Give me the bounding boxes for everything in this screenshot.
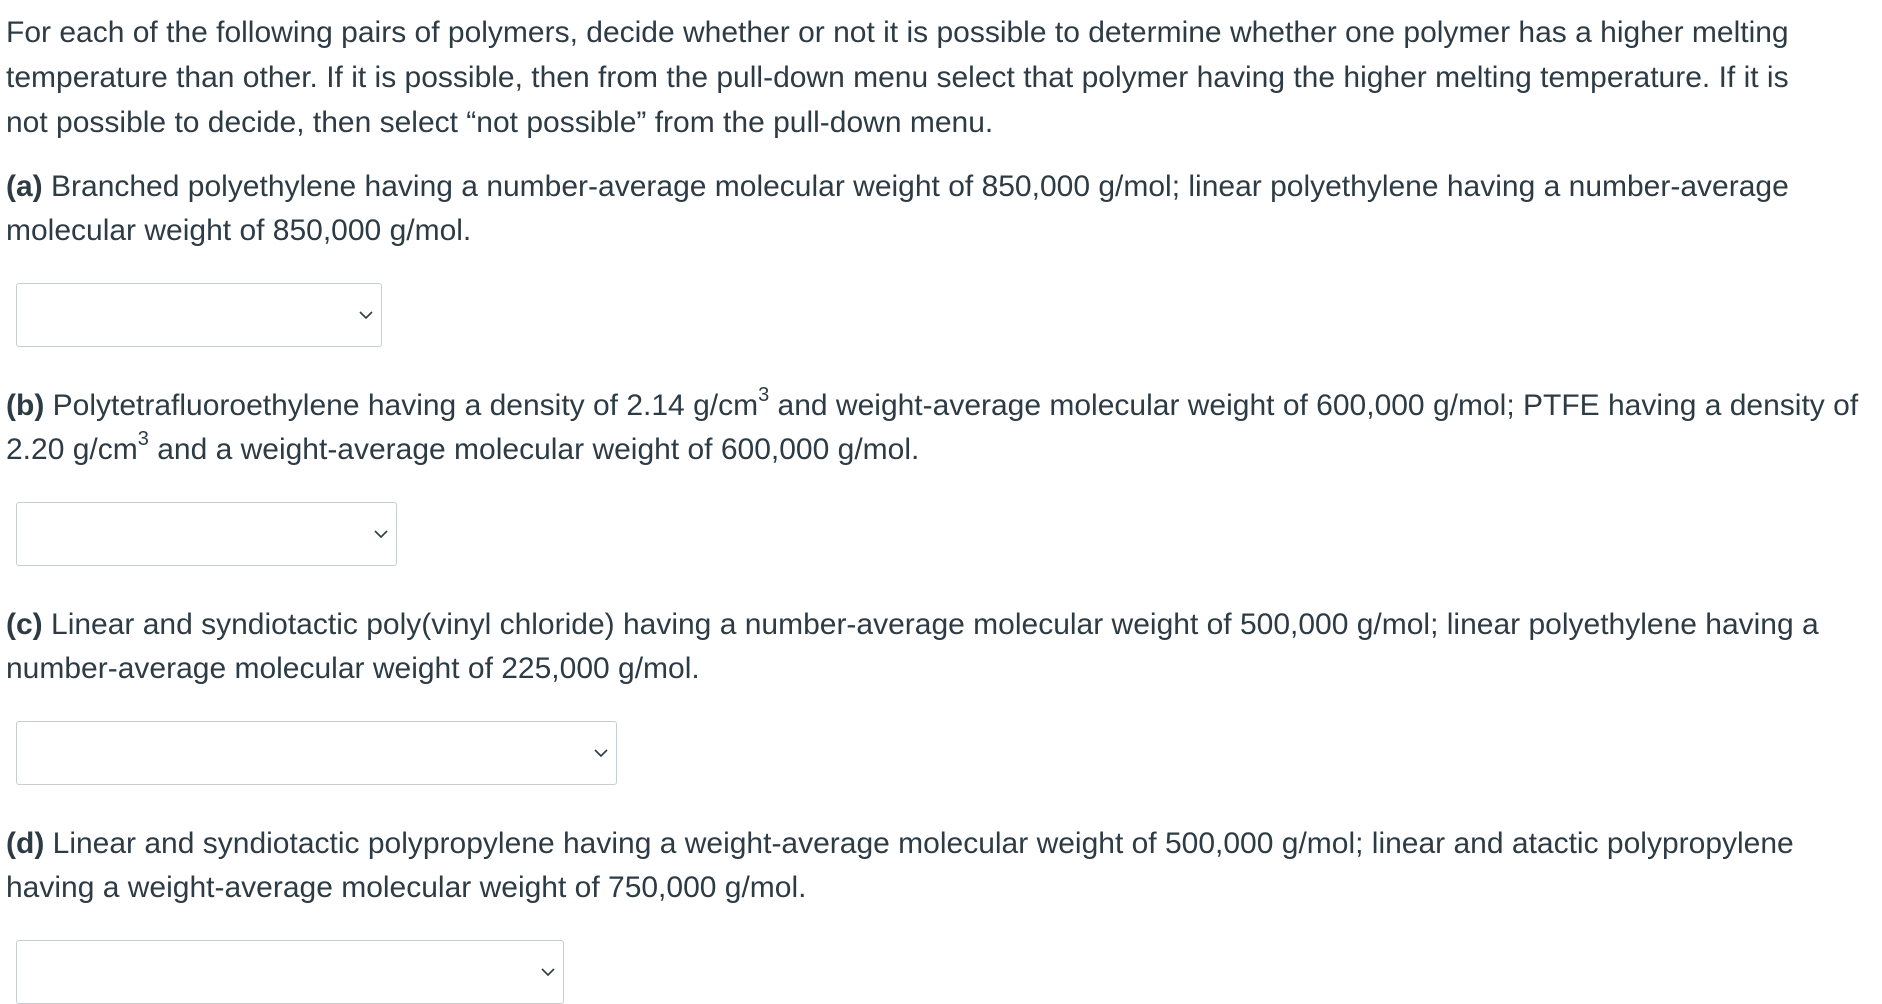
instructions: For each of the following pairs of polymers, decide whether or not it is possible to determine whether one polymer has a higher melting temperature than other. If it is possible, then from the pull-down menu select that polymer having the higher melting temperature. If it is not possible to decide, then select “not possible” from the pull-down menu.: [6, 16, 1789, 139]
question-d-label: (d): [6, 827, 45, 860]
question-b-sup-1: 3: [758, 384, 770, 406]
chevron-down-icon: [594, 748, 608, 758]
answer-b-dropdown[interactable]: [16, 502, 397, 566]
answer-a-dropdown[interactable]: [16, 283, 382, 347]
question-c: [6, 603, 1876, 691]
answer-c-dropdown[interactable]: [16, 721, 617, 785]
question-a-label: (a): [6, 170, 43, 203]
chevron-down-icon: [359, 310, 373, 320]
question-d-text: Linear and syndiotactic polypropylene having a weight-average molecular weight of 500,000 g/mol; linear and atactic polypropylene having a weight-average molecular weight of 750,000 g/mol.: [6, 827, 1794, 904]
question-c-label: (c): [6, 608, 43, 641]
question-a-text: Branched polyethylene having a number-average molecular weight of 850,000 g/mol; linear polyethylene having a number-average molecular weight of 850,000 g/mol.: [6, 170, 1789, 247]
question-b-text-2: and weight-average molecular weight of 600,000 g/mol; PTFE having a density of 2.20 g/cm: [6, 389, 1859, 466]
question-b: [6, 384, 1876, 472]
question-a: [6, 165, 1876, 253]
question-b-text-3: and a weight-average molecular weight of 600,000 g/mol.: [148, 433, 920, 466]
question-b-sup-2: 3: [137, 428, 149, 450]
question-d: [6, 822, 1876, 910]
chevron-down-icon: [374, 529, 388, 539]
question-b-label: (b): [6, 389, 45, 422]
question-c-text: Linear and syndiotactic poly(vinyl chloride) having a number-average molecular weight of 500,000 g/mol; linear polyethylene having a number-average molecular weight of 225,000 g/mol.: [6, 608, 1819, 685]
question-b-text-1: Polytetrafluoroethylene having a density of 2.14 g/cm: [44, 389, 759, 422]
answer-d-dropdown[interactable]: [16, 940, 564, 1004]
